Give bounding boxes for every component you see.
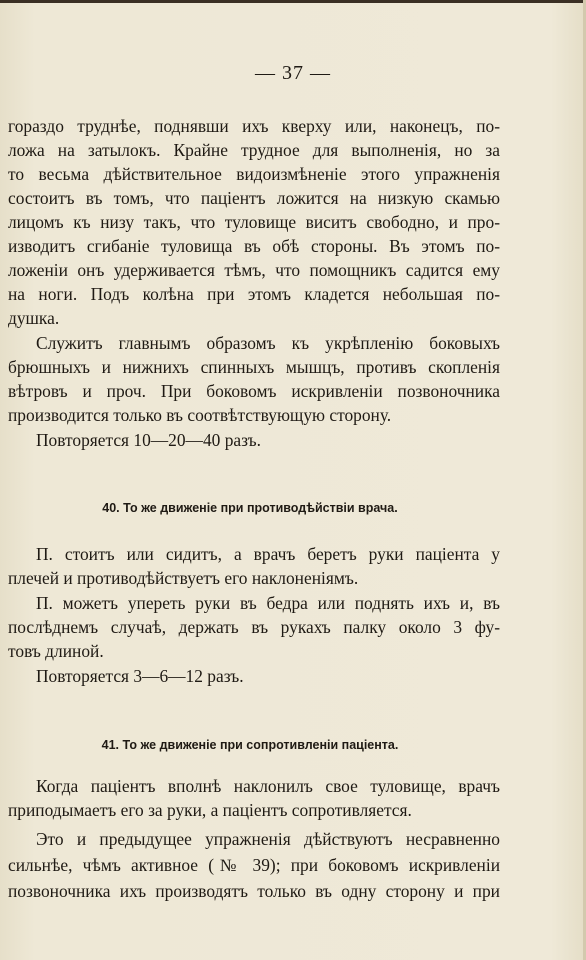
text-line: Это и предыдущее упражненія дѣйствуютъ несравненно: [36, 829, 500, 849]
text-line: вѣтровъ и проч. При боковомъ искривленіи позвоночника: [8, 381, 500, 401]
text-line: гораздо труднѣе, поднявши ихъ кверху или, наконецъ, по-: [8, 116, 500, 136]
text-line: лицомъ къ низу такъ, что туловище виситъ свободно, и про-: [8, 212, 500, 232]
text-line: на ноги. Подъ колѣна при этомъ кладется небольшая по-: [8, 284, 500, 304]
text-line: послѣднемъ случаѣ, держать въ рукахъ палку около 3 фу-: [8, 617, 500, 637]
text-line: состоитъ въ томъ, что паціентъ ложится на низкую скамью: [8, 188, 500, 208]
page-number: — 37 —: [255, 62, 331, 84]
text-line: сильнѣе, чѣмъ активное (№ 39); при боковомъ искривленіи: [8, 855, 500, 875]
text-line: ложеніи онъ удерживается тѣмъ, что помощникъ садится ему: [8, 260, 500, 280]
text-line: то весьма дѣйствительное видоизмѣненіе этого упражненія: [8, 164, 500, 184]
text-line: производится только въ соотвѣтствующую сторону.: [8, 405, 392, 425]
text-line: товъ длиной.: [8, 641, 104, 661]
text-line: ложа на затылокъ. Крайне трудное для выполненія, но за: [8, 140, 500, 160]
text-line: плечей и противодѣйствуетъ его наклоненіямъ.: [8, 568, 359, 588]
text-line: душка.: [8, 308, 60, 328]
text-line: приподымаетъ его за руки, а паціентъ сопротивляется.: [8, 800, 412, 820]
page-top-edge: [0, 0, 586, 3]
text-line: Повторяется 10—20—40 разъ.: [36, 430, 262, 450]
text-line: П. можетъ упереть руки въ бедра или поднять ихъ и, въ: [36, 593, 500, 613]
text-line: изводитъ сгибаніе туловища въ обѣ стороны. Въ этомъ по-: [8, 236, 500, 256]
text-line: Когда паціентъ вполнѣ наклонилъ свое туловище, врачъ: [36, 776, 500, 796]
text-line: брюшныхъ и нижнихъ спинныхъ мышцъ, противъ скопленія: [8, 357, 500, 377]
section-heading-40: 40. То же движеніе при противодѣйствіи врача.: [102, 501, 398, 515]
text-line: Служитъ главнымъ образомъ къ укрѣпленію боковыхъ: [36, 333, 500, 353]
text-line: П. стоитъ или сидитъ, а врачъ беретъ руки паціента у: [36, 544, 500, 564]
section-heading-41: 41. То же движеніе при сопротивленіи паціента.: [101, 738, 399, 752]
text-line: Повторяется 3—6—12 разъ.: [36, 666, 244, 686]
text-line: позвоночника ихъ производятъ только въ одну сторону и при: [8, 881, 500, 901]
